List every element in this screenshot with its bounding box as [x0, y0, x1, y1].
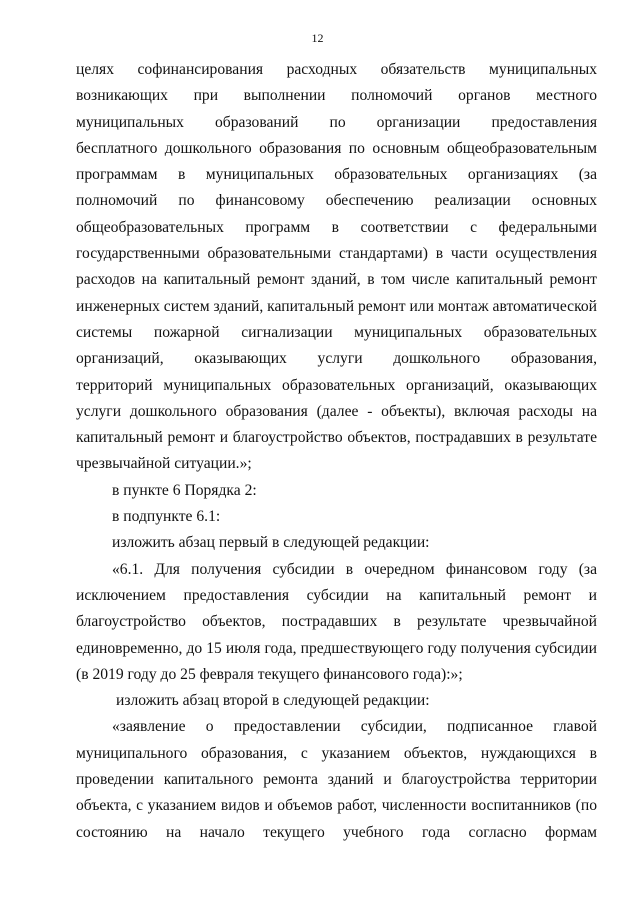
text-line: территорий муниципальных образовательных организаций, оказывающих	[76, 376, 597, 394]
text-line: чрезвычайной ситуации.»;	[76, 455, 252, 473]
text-line: целях софинансирования расходных обязательств муниципальных	[76, 61, 597, 78]
text-line: изложить абзац первый в следующей редакции:	[112, 534, 430, 552]
text-line: капитальный ремонт и благоустройство объектов, пострадавших в результате	[76, 429, 597, 447]
text-line: программам в муниципальных образовательных организациях (за	[76, 166, 597, 184]
text-line: «6.1. Для получения субсидии в очередном финансовом году (за	[112, 560, 597, 578]
text-line: расходов на капитальный ремонт зданий, в том числе капитальный ремонт	[76, 271, 597, 289]
text-line: инженерных систем зданий, капитальный ремонт или монтаж автоматической	[76, 297, 597, 315]
text-line: благоустройство объектов, пострадавших в результате чрезвычайной	[76, 613, 597, 631]
text-line: общеобразовательных программ в соответствии с федеральными	[76, 218, 597, 236]
text-line: изложить абзац второй в следующей редакции:	[116, 692, 430, 710]
text-line: (в 2019 году до 25 февраля текущего финансового года):»;	[76, 665, 463, 683]
text-line: бесплатного дошкольного образования по основным общеобразовательным	[76, 139, 597, 157]
text-line: состоянию на начало текущего учебного года согласно формам	[76, 823, 597, 841]
text-line: услуги дошкольного образования (далее - объекты), включая расходы на	[76, 402, 597, 420]
text-line: в подпункте 6.1:	[112, 508, 221, 526]
page-number: 12	[311, 31, 324, 45]
text-line: полномочий по финансовому обеспечению реализации основных	[76, 192, 597, 210]
text-line: организаций, оказывающих услуги дошкольного образования,	[76, 350, 597, 368]
text-line: исключением предоставления субсидии на капитальный ремонт и	[76, 586, 597, 604]
text-line: муниципальных образований по организации предоставления	[76, 113, 597, 131]
text-line: «заявление о предоставлении субсидии, подписанное главой	[112, 718, 597, 736]
text-line: объекта, с указанием видов и объемов работ, численности воспитанников (по	[76, 797, 597, 815]
text-line: единовременно, до 15 июля года, предшествующего году получения субсидии	[76, 639, 597, 657]
text-line: в пункте 6 Порядка 2:	[112, 481, 257, 499]
text-line: проведении капитального ремонта зданий и благоустройства территории	[76, 771, 597, 789]
text-line: возникающих при выполнении полномочий органов местного	[76, 87, 597, 105]
document-body	[76, 57, 597, 846]
text-line: государственными образовательными стандартами) в части осуществления	[76, 245, 597, 263]
text-line: муниципального образования, с указанием объектов, нуждающихся в	[76, 744, 597, 762]
text-line: системы пожарной сигнализации муниципальных образовательных	[76, 323, 597, 341]
